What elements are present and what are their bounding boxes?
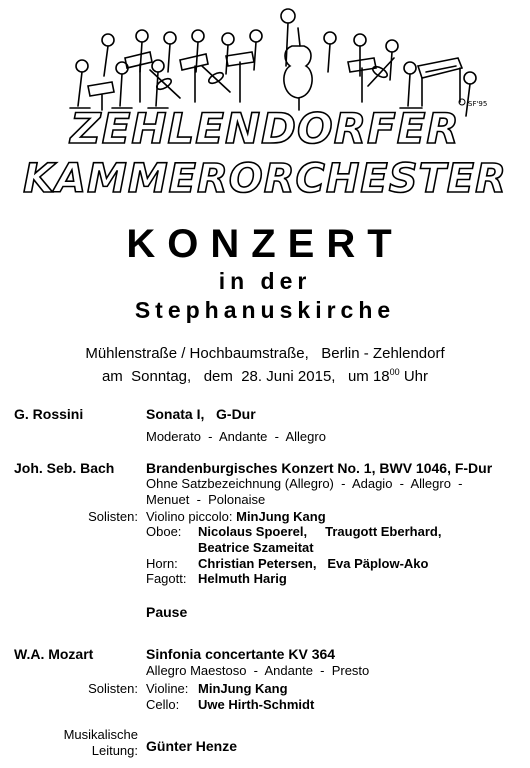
soloists-label-mozart: Solisten:: [88, 681, 138, 696]
soloist-violino: MinJung Kang: [236, 509, 326, 524]
soloist-row-fagott: [146, 571, 287, 586]
soloists-oboe: Nicolaus Spoerel, Traugott Eberhard,: [198, 524, 442, 539]
musician-heads: [76, 9, 476, 84]
role-oboe: Oboe:: [146, 524, 182, 539]
concert-title: KONZERT: [126, 222, 404, 266]
music-stands: [88, 52, 376, 110]
orchestra-name-line2: KAMMERORCHESTER: [23, 156, 507, 202]
soloists-horn: Christian Petersen, Eva Päplow-Ako: [198, 556, 429, 571]
soloists-label-bach: Solisten:: [88, 509, 138, 524]
time-suffix: Uhr: [399, 368, 429, 385]
work-mozart: Sinfonia concertante KV 364: [146, 646, 336, 662]
role-violine: Violine:: [146, 681, 189, 696]
soloist-oboe-3: Beatrice Szameitat: [198, 540, 314, 555]
date-text: am Sonntag, dem 28. Juni 2015, um 18: [101, 368, 390, 385]
soloist-row-oboe-2: [198, 540, 314, 555]
conductor-name: Günter Henze: [146, 738, 238, 754]
movements-bach-1: Ohne Satzbezeichnung (Allegro) - Adagio - Allegro -: [146, 476, 463, 491]
role-fagott: Fagott:: [146, 571, 187, 586]
time-minutes: 00: [389, 367, 400, 377]
soloist-row-violino: [146, 509, 326, 524]
violins: [150, 58, 394, 98]
conductor-label-1: Musikalische: [63, 727, 138, 742]
movements-rossini: Moderato - Andante - Allegro: [146, 429, 326, 444]
composer-rossini: G. Rossini: [14, 406, 84, 422]
work-bach: Brandenburgisches Konzert No. 1, BWV 1046, F-Dur: [146, 460, 493, 476]
soloist-fagott: Helmuth Harig: [198, 571, 287, 586]
venue-address: Mühlenstraße / Hochbaumstraße, Berlin - Zehlendorf: [85, 345, 445, 362]
role-cello: Cello:: [146, 697, 180, 712]
soloist-row-oboe: [146, 524, 441, 539]
soloist-violine: MinJung Kang: [198, 681, 288, 696]
signature-text: SF'95: [468, 100, 488, 108]
role-violino-piccolo: Violino piccolo:: [146, 509, 233, 524]
pause-label: Pause: [146, 604, 188, 620]
soloist-row-horn: [146, 556, 428, 571]
work-rossini: Sonata I, G-Dur: [146, 406, 256, 422]
musician-bodies: [70, 23, 470, 116]
conductor-label-2: Leitung:: [91, 743, 138, 758]
role-horn: Horn:: [146, 556, 178, 571]
harpsichord: [418, 58, 462, 106]
title-in-der: in der: [218, 268, 312, 294]
orchestra-name-line1: ZEHLENDORFER: [70, 104, 460, 153]
soloist-cello: Uwe Hirth-Schmidt: [198, 697, 315, 712]
composer-mozart: W.A. Mozart: [14, 646, 94, 662]
soloist-row-cello: [146, 697, 314, 712]
movements-mozart: Allegro Maestoso - Andante - Presto: [146, 663, 370, 678]
concert-date: [0, 367, 530, 385]
title-church: Stephanuskirche: [134, 297, 396, 323]
double-bass: [284, 28, 312, 110]
movements-bach-2: Menuet - Polonaise: [146, 492, 266, 507]
soloist-row-violine: [146, 681, 288, 696]
composer-bach: Joh. Seb. Bach: [14, 460, 115, 476]
